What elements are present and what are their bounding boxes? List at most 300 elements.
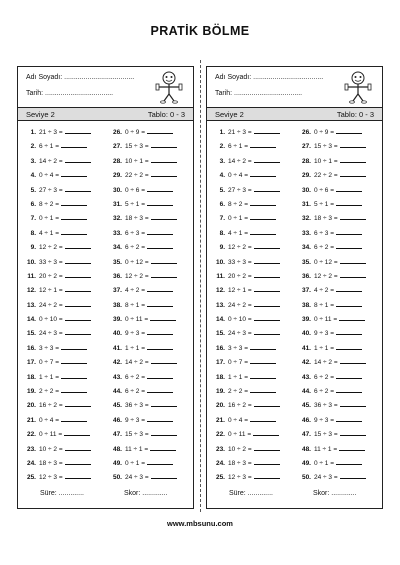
problem-number: 35.	[112, 258, 122, 266]
problem-number: 17.	[215, 359, 225, 367]
problem-expression: 3 ÷ 3 =	[39, 344, 60, 352]
answer-blank[interactable]	[150, 315, 176, 321]
problem-number: 16.	[215, 344, 225, 352]
problem-item	[20, 315, 106, 329]
problem-item	[209, 315, 295, 329]
answer-blank[interactable]	[254, 401, 280, 407]
problem-expression: 0 ÷ 4 =	[39, 172, 60, 180]
problem-item	[20, 171, 106, 185]
problem-expression: 0 ÷ 12 =	[125, 258, 149, 266]
answer-blank[interactable]	[250, 171, 276, 177]
problem-number: 39.	[301, 316, 311, 324]
problem-item	[106, 387, 192, 401]
problem-expression: 16 ÷ 2 =	[39, 402, 63, 410]
problem-item	[106, 315, 192, 329]
answer-blank[interactable]	[340, 358, 366, 364]
answer-blank[interactable]	[340, 401, 366, 407]
answer-blank[interactable]	[336, 128, 362, 134]
problem-number: 21.	[26, 416, 36, 424]
problem-column-2	[106, 128, 192, 488]
problem-expression: 0 ÷ 4 =	[228, 172, 249, 180]
problem-item	[106, 401, 192, 415]
problem-number: 38.	[301, 301, 311, 309]
problem-item	[209, 445, 295, 459]
answer-blank[interactable]	[61, 142, 87, 148]
answer-blank[interactable]	[147, 229, 173, 235]
answer-blank[interactable]	[340, 142, 366, 148]
problem-item	[20, 200, 106, 214]
problem-number: 10.	[215, 258, 225, 266]
problem-number: 28.	[112, 157, 122, 165]
problem-expression: 12 ÷ 1 =	[39, 287, 63, 295]
problem-number: 4.	[219, 172, 225, 180]
answer-blank[interactable]	[147, 459, 173, 465]
problem-expression: 0 ÷ 12 =	[314, 258, 338, 266]
answer-blank[interactable]	[254, 301, 280, 307]
answer-blank[interactable]	[147, 128, 173, 134]
problem-item	[209, 459, 295, 473]
problem-column-2	[295, 128, 381, 488]
problem-number: 25.	[26, 474, 36, 482]
problem-number: 19.	[215, 388, 225, 396]
problem-expression: 21 ÷ 3 =	[39, 129, 63, 136]
answer-blank[interactable]	[340, 157, 366, 163]
problem-expression: 5 ÷ 1 =	[314, 200, 335, 208]
problem-expression: 18 ÷ 3 =	[228, 459, 252, 467]
problem-number: 48.	[112, 445, 122, 453]
problem-item	[295, 459, 381, 473]
answer-blank[interactable]	[250, 344, 276, 350]
problem-item	[20, 459, 106, 473]
level-label: Seviye 2	[26, 110, 55, 119]
answer-blank[interactable]	[147, 186, 173, 192]
problem-item	[106, 214, 192, 228]
problem-number: 50.	[301, 474, 311, 482]
problem-number: 34.	[112, 244, 122, 252]
answer-blank[interactable]	[65, 128, 91, 134]
problem-number: 42.	[301, 359, 311, 367]
time-field[interactable]: Süre: .............	[40, 490, 84, 497]
problem-item	[106, 272, 192, 286]
answer-blank[interactable]	[65, 301, 91, 307]
problem-expression: 0 ÷ 11 =	[314, 316, 338, 324]
problem-expression: 6 ÷ 1 =	[228, 143, 249, 151]
problem-expression: 21 ÷ 3 =	[228, 129, 252, 136]
answer-blank[interactable]	[254, 459, 280, 465]
answer-blank[interactable]	[61, 358, 87, 364]
problem-item	[106, 142, 192, 156]
problem-item	[295, 401, 381, 415]
problem-item	[20, 430, 106, 444]
problem-expression: 6 ÷ 2 =	[125, 388, 146, 396]
problem-number: 13.	[26, 301, 36, 309]
problem-number: 13.	[215, 301, 225, 309]
answer-blank[interactable]	[340, 430, 366, 436]
problem-number: 3.	[219, 157, 225, 165]
answer-blank[interactable]	[340, 258, 366, 264]
problem-number: 20.	[26, 402, 36, 410]
problem-number: 36.	[301, 272, 311, 280]
problem-number: 5.	[30, 186, 36, 194]
answer-blank[interactable]	[65, 272, 91, 278]
problem-item	[295, 373, 381, 387]
answer-blank[interactable]	[61, 416, 87, 422]
problem-item	[20, 142, 106, 156]
problem-expression: 24 ÷ 3 =	[314, 474, 338, 482]
problem-number: 12.	[26, 287, 36, 295]
problem-number: 42.	[112, 359, 122, 367]
level-label: Seviye 2	[215, 110, 244, 119]
answer-blank[interactable]	[151, 171, 177, 177]
answer-blank[interactable]	[336, 373, 362, 379]
problem-expression: 22 ÷ 2 =	[314, 172, 338, 180]
problem-item	[295, 142, 381, 156]
answer-blank[interactable]	[253, 430, 279, 436]
problem-number: 39.	[112, 316, 122, 324]
answer-blank[interactable]	[151, 142, 177, 148]
answer-blank[interactable]	[336, 329, 362, 335]
problem-number: 49.	[301, 459, 311, 467]
answer-blank[interactable]	[250, 229, 276, 235]
answer-blank[interactable]	[250, 387, 276, 393]
problem-number: 32.	[112, 215, 122, 223]
problem-expression: 0 ÷ 4 =	[228, 416, 249, 424]
problem-item	[106, 430, 192, 444]
problem-item	[295, 387, 381, 401]
answer-blank[interactable]	[65, 243, 91, 249]
problem-expression: 15 ÷ 3 =	[125, 143, 149, 151]
problem-expression: 33 ÷ 3 =	[228, 258, 252, 266]
problem-expression: 8 ÷ 2 =	[39, 200, 60, 208]
problem-number: 15.	[215, 330, 225, 338]
problem-number: 43.	[301, 373, 311, 381]
problem-item	[295, 186, 381, 200]
problem-number: 1.	[30, 129, 36, 136]
answer-blank[interactable]	[65, 329, 91, 335]
problem-item	[295, 473, 381, 487]
problem-item	[209, 329, 295, 343]
answer-blank[interactable]	[61, 344, 87, 350]
answer-blank[interactable]	[65, 186, 91, 192]
problem-expression: 8 ÷ 1 =	[125, 301, 146, 309]
problem-number: 49.	[112, 459, 122, 467]
problem-number: 14.	[26, 316, 36, 324]
website-footer: www.mbsunu.com	[167, 519, 233, 528]
problem-expression: 11 ÷ 1 =	[314, 445, 338, 453]
answer-blank[interactable]	[250, 214, 276, 220]
problem-expression: 0 ÷ 11 =	[228, 431, 252, 439]
answer-blank[interactable]	[336, 459, 362, 465]
problem-expression: 10 ÷ 2 =	[39, 445, 63, 453]
problem-number: 15.	[26, 330, 36, 338]
problem-number: 6.	[219, 200, 225, 208]
answer-blank[interactable]	[151, 258, 177, 264]
problem-number: 33.	[112, 229, 122, 237]
problem-number: 30.	[112, 186, 122, 194]
answer-blank[interactable]	[254, 473, 280, 479]
problem-item	[295, 229, 381, 243]
problem-expression: 10 ÷ 2 =	[228, 445, 252, 453]
answer-blank[interactable]	[65, 473, 91, 479]
problem-expression: 12 ÷ 2 =	[39, 244, 63, 252]
problem-expression: 1 ÷ 1 =	[228, 373, 249, 381]
date-field[interactable]: Tarih: ...................................	[215, 90, 303, 97]
problem-item	[295, 214, 381, 228]
answer-blank[interactable]	[250, 358, 276, 364]
problem-expression: 0 ÷ 9 =	[125, 129, 146, 136]
problem-expression: 6 ÷ 3 =	[314, 229, 335, 237]
answer-blank[interactable]	[150, 445, 176, 451]
problem-number: 22.	[26, 431, 36, 439]
name-field[interactable]: Adı Soyadı: ....................................	[26, 74, 135, 81]
answer-blank[interactable]	[336, 229, 362, 235]
answer-blank[interactable]	[65, 286, 91, 292]
answer-blank[interactable]	[151, 401, 177, 407]
problem-number: 24.	[215, 459, 225, 467]
problem-item	[20, 229, 106, 243]
problem-number: 41.	[301, 344, 311, 352]
problem-expression: 14 ÷ 2 =	[228, 157, 252, 165]
answer-blank[interactable]	[61, 373, 87, 379]
answer-blank[interactable]	[254, 329, 280, 335]
answer-blank[interactable]	[151, 157, 177, 163]
problem-item	[20, 286, 106, 300]
problem-number: 50.	[112, 474, 122, 482]
answer-blank[interactable]	[336, 344, 362, 350]
answer-blank[interactable]	[336, 243, 362, 249]
problem-expression: 14 ÷ 2 =	[39, 157, 63, 165]
problem-item	[295, 286, 381, 300]
answer-blank[interactable]	[151, 430, 177, 436]
problem-number: 27.	[112, 143, 122, 151]
answer-blank[interactable]	[61, 229, 87, 235]
problem-item	[295, 329, 381, 343]
answer-blank[interactable]	[339, 445, 365, 451]
answer-blank[interactable]	[336, 416, 362, 422]
answer-blank[interactable]	[147, 200, 173, 206]
level-bar	[18, 107, 193, 121]
answer-blank[interactable]	[254, 445, 280, 451]
problem-item	[295, 258, 381, 272]
name-field[interactable]: Adı Soyadı: ....................................	[215, 74, 324, 81]
problem-item	[20, 186, 106, 200]
problem-item	[209, 157, 295, 171]
answer-blank[interactable]	[340, 473, 366, 479]
problem-number: 9.	[30, 244, 36, 252]
problem-number: 45.	[301, 402, 311, 410]
answer-blank[interactable]	[65, 445, 91, 451]
answer-blank[interactable]	[147, 301, 173, 307]
answer-blank[interactable]	[254, 128, 280, 134]
answer-blank[interactable]	[65, 258, 91, 264]
answer-blank[interactable]	[254, 157, 280, 163]
answer-blank[interactable]	[64, 430, 90, 436]
problem-expression: 27 ÷ 3 =	[39, 186, 63, 194]
problem-item	[209, 229, 295, 243]
answer-blank[interactable]	[151, 272, 177, 278]
answer-blank[interactable]	[147, 344, 173, 350]
problem-list	[18, 128, 193, 488]
problem-number: 37.	[112, 287, 122, 295]
answer-blank[interactable]	[147, 387, 173, 393]
answer-blank[interactable]	[151, 473, 177, 479]
problem-number: 18.	[26, 373, 36, 381]
problem-number: 7.	[30, 215, 36, 223]
problem-number: 31.	[112, 200, 122, 208]
problem-item	[106, 200, 192, 214]
problem-expression: 27 ÷ 3 =	[228, 186, 252, 194]
answer-blank[interactable]	[250, 200, 276, 206]
stick-figure-icon	[344, 70, 372, 104]
problem-number: 36.	[112, 272, 122, 280]
problem-expression: 1 ÷ 1 =	[125, 344, 146, 352]
problem-expression: 15 ÷ 3 =	[125, 431, 149, 439]
answer-blank[interactable]	[336, 186, 362, 192]
answer-blank[interactable]	[147, 373, 173, 379]
problem-expression: 10 ÷ 1 =	[125, 157, 149, 165]
problem-number: 37.	[301, 287, 311, 295]
problem-item	[209, 142, 295, 156]
answer-blank[interactable]	[151, 214, 177, 220]
answer-blank[interactable]	[340, 171, 366, 177]
problem-item	[20, 157, 106, 171]
problem-expression: 9 ÷ 3 =	[314, 416, 335, 424]
problem-expression: 18 ÷ 3 =	[125, 215, 149, 223]
problem-expression: 12 ÷ 2 =	[314, 272, 338, 280]
problem-item	[209, 200, 295, 214]
problem-expression: 6 ÷ 2 =	[314, 373, 335, 381]
problem-number: 43.	[112, 373, 122, 381]
date-field[interactable]: Tarih: ...................................	[26, 90, 114, 97]
problem-number: 29.	[301, 172, 311, 180]
problem-expression: 5 ÷ 1 =	[125, 200, 146, 208]
problem-item	[209, 272, 295, 286]
answer-blank[interactable]	[61, 200, 87, 206]
answer-blank[interactable]	[147, 243, 173, 249]
problem-expression: 36 ÷ 3 =	[314, 402, 338, 410]
problem-number: 44.	[301, 388, 311, 396]
problem-item	[295, 445, 381, 459]
problem-number: 5.	[219, 186, 225, 194]
answer-blank[interactable]	[250, 142, 276, 148]
answer-blank[interactable]	[339, 315, 365, 321]
answer-blank[interactable]	[65, 315, 91, 321]
problem-number: 2.	[219, 143, 225, 151]
answer-blank[interactable]	[254, 258, 280, 264]
answer-blank[interactable]	[340, 272, 366, 278]
problem-item	[20, 243, 106, 257]
problem-number: 1.	[219, 129, 225, 136]
level-bar	[207, 107, 382, 121]
problem-item	[209, 387, 295, 401]
problem-expression: 14 ÷ 2 =	[125, 359, 149, 367]
problem-item	[209, 286, 295, 300]
answer-blank[interactable]	[340, 214, 366, 220]
answer-blank[interactable]	[147, 416, 173, 422]
problem-expression: 0 ÷ 4 =	[39, 416, 60, 424]
student-info	[207, 67, 382, 107]
answer-blank[interactable]	[147, 329, 173, 335]
score-field[interactable]: Skor: .............	[124, 490, 168, 497]
problem-expression: 33 ÷ 3 =	[39, 258, 63, 266]
answer-blank[interactable]	[254, 243, 280, 249]
problem-item	[20, 358, 106, 372]
problem-number: 14.	[215, 316, 225, 324]
problem-expression: 24 ÷ 3 =	[228, 330, 252, 338]
problem-item	[20, 329, 106, 343]
answer-blank[interactable]	[254, 286, 280, 292]
answer-blank[interactable]	[147, 286, 173, 292]
answer-blank[interactable]	[61, 214, 87, 220]
problem-item	[106, 416, 192, 430]
answer-blank[interactable]	[254, 315, 280, 321]
problem-item	[106, 344, 192, 358]
time-field[interactable]: Süre: .............	[229, 490, 273, 497]
answer-blank[interactable]	[65, 459, 91, 465]
problem-number: 17.	[26, 359, 36, 367]
problem-expression: 0 ÷ 1 =	[125, 459, 146, 467]
problem-number: 16.	[26, 344, 36, 352]
problem-expression: 2 ÷ 2 =	[39, 388, 60, 396]
problem-number: 48.	[301, 445, 311, 453]
problem-item	[106, 373, 192, 387]
problem-expression: 0 ÷ 1 =	[228, 215, 249, 223]
problem-expression: 0 ÷ 10 =	[228, 316, 252, 324]
answer-blank[interactable]	[250, 416, 276, 422]
problem-item	[106, 301, 192, 315]
answer-blank[interactable]	[250, 373, 276, 379]
problem-item	[295, 157, 381, 171]
problem-expression: 24 ÷ 3 =	[39, 330, 63, 338]
problem-item	[106, 445, 192, 459]
problem-item	[295, 344, 381, 358]
problem-number: 47.	[112, 431, 122, 439]
problem-item	[209, 171, 295, 185]
score-field[interactable]: Skor: .............	[313, 490, 357, 497]
problem-expression: 6 ÷ 2 =	[314, 244, 335, 252]
answer-blank[interactable]	[65, 157, 91, 163]
problem-expression: 4 ÷ 2 =	[125, 287, 146, 295]
answer-blank[interactable]	[336, 286, 362, 292]
problem-item	[295, 416, 381, 430]
problem-expression: 0 ÷ 6 =	[314, 186, 335, 194]
answer-blank[interactable]	[336, 387, 362, 393]
problem-expression: 8 ÷ 2 =	[228, 200, 249, 208]
problem-number: 24.	[26, 459, 36, 467]
problem-item	[209, 401, 295, 415]
problem-number: 34.	[301, 244, 311, 252]
problem-item	[20, 128, 106, 142]
problem-number: 2.	[30, 143, 36, 151]
problem-expression: 6 ÷ 2 =	[125, 244, 146, 252]
answer-blank[interactable]	[254, 272, 280, 278]
answer-blank[interactable]	[151, 358, 177, 364]
problem-number: 20.	[215, 402, 225, 410]
answer-blank[interactable]	[61, 171, 87, 177]
answer-blank[interactable]	[336, 301, 362, 307]
answer-blank[interactable]	[61, 387, 87, 393]
answer-blank[interactable]	[65, 401, 91, 407]
answer-blank[interactable]	[254, 186, 280, 192]
problem-item	[209, 301, 295, 315]
problem-item	[209, 128, 295, 142]
answer-blank[interactable]	[336, 200, 362, 206]
problem-column-1	[209, 128, 295, 488]
worksheet-panel-right	[206, 66, 383, 509]
problem-list	[207, 128, 382, 488]
problem-number: 10.	[26, 258, 36, 266]
problem-expression: 4 ÷ 1 =	[39, 229, 60, 237]
